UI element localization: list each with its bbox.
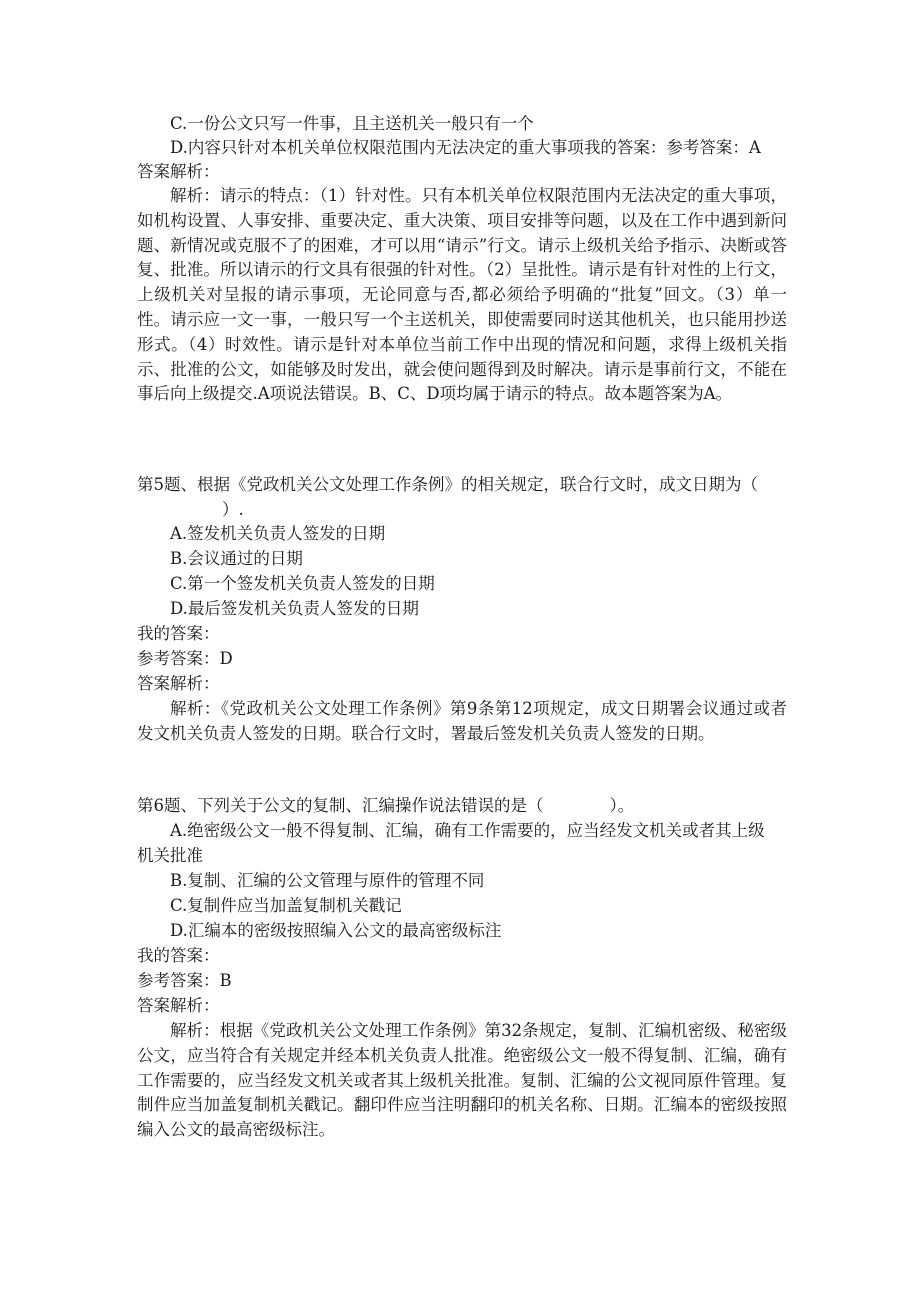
q4-option-d: D.内容只针对本机关单位权限范围内无法决定的重大事项我的答案：参考答案：A — [170, 138, 761, 157]
q6-explanation-label: 答案解析： — [137, 996, 220, 1015]
q5-explanation-label: 答案解析： — [137, 674, 220, 693]
q5-option-b: B.会议通过的日期 — [170, 549, 303, 568]
q5-option-d: D.最后签发机关负责人签发的日期 — [170, 599, 419, 618]
q4-explanation: 解析：请示的特点：（1）针对性。只有本机关单位权限范围内无法决定的重大事项，如机构设置、人事安排、重要决定、重大决策、项目安排等问题，以及在工作中遇到新问题、新情况或克服不了的困难，才可以用“请示”行文。请示上级机关给予指示、决断或答复、批准。所以请示的行文具有很强的针对性。（2）呈批性。请示是有针对性的上行文，上级机关对呈报的请示事项，无论同意与否,都必须给予明确的“批复”回文。（3）单一性。请示应一文一事，一般只写一个主送机关，即使需要同时送其他机关，也只能用抄送形式。（4）时效性。请示是针对本单位当前工作中出现的情况和问题，求得上级机关指示、批准的公文，如能够及时发出，就会使问题得到及时解决。请示是事前行文，不能在事后向上级提交.A项说法错误。B、C、D项均属于请示的特点。故本题答案为A。 — [137, 186, 787, 404]
q5-explanation: 解析：《党政机关公文处理工作条例》第9条第12项规定，成文日期署会议通过或者发文机关负责人签发的日期。联合行文时，署最后签发机关负责人签发的日期。 — [137, 699, 787, 743]
q5-my-answer: 我的答案： — [137, 624, 220, 643]
q4-option-c: C.一份公文只写一件事，且主送机关一般只有一个 — [170, 114, 534, 133]
q5-question-tail: ）. — [222, 500, 244, 519]
q6-option-a: A.绝密级公文一般不得复制、汇编，确有工作需要的，应当经发文机关或者其上级 — [170, 821, 765, 840]
q6-option-c: C.复制件应当加盖复制机关戳记 — [170, 896, 402, 915]
q5-option-a: A.签发机关负责人签发的日期 — [170, 524, 386, 543]
q6-reference-answer: 参考答案：B — [137, 971, 232, 990]
q6-option-d: D.汇编本的密级按照编入公文的最高密级标注 — [170, 921, 502, 940]
q6-explanation: 解析：根据《党政机关公文处理工作条例》第32条规定，复制、汇编机密级、秘密级公文，应当符合有关规定并经本机关负责人批准。绝密级公文一般不得复制、汇编，确有工作需要的，应当经发文机关或者其上级机关批准。复制、汇编的公文视同原件管理。复制件应当加盖复制机关戳记。翻印件应当注明翻印的机关名称、日期。汇编本的密级按照编入公文的最高密级标注。 — [137, 1021, 787, 1140]
q6-question: 第6题、下列关于公文的复制、汇编操作说法错误的是（ ）。 — [137, 796, 635, 815]
q6-option-a-cont: 机关批准 — [137, 846, 203, 865]
q5-question: 第5题、根据《党政机关公文处理工作条例》的相关规定，联合行文时，成文日期为（ — [137, 475, 758, 494]
q6-my-answer: 我的答案： — [137, 946, 220, 965]
q6-option-b: B.复制、汇编的公文管理与原件的管理不同 — [170, 871, 485, 890]
q5-option-c: C.第一个签发机关负责人签发的日期 — [170, 574, 435, 593]
q4-explanation-label: 答案解析： — [137, 162, 220, 181]
q5-reference-answer: 参考答案：D — [137, 649, 233, 668]
